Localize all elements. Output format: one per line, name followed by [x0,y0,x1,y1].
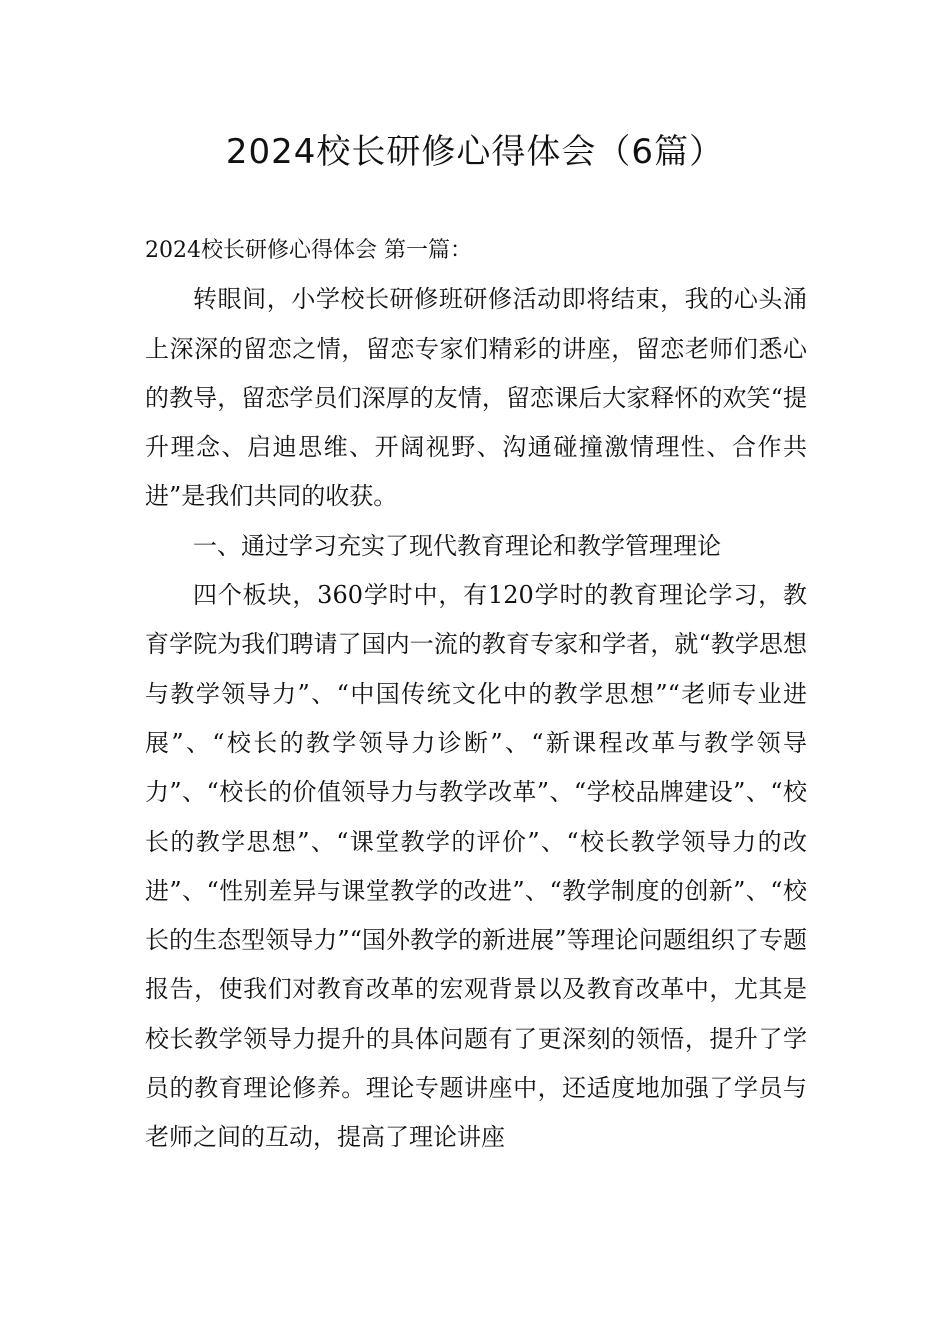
document-title: 2024校长研修心得体会（6篇） [225,132,725,172]
section-heading: 2024校长研修心得体会 第一篇： [145,238,472,263]
document-body [145,226,807,1163]
paragraph-intro: 转眼间，小学校长研修班研修活动即将结束，我的心头涌上深深的留恋之情，留恋专家们精彩的讲座，留恋老师们悉心的教导，留恋学员们深厚的友情，留恋课后大家释怀的欢笑“提升理念、启迪思维、开阔视野、沟通碰撞激情理性、合作共进”是我们共同的收获。 [145,285,807,511]
subheading-theory: 一、通过学习充实了现代教育理论和教学管理理论 [193,531,721,560]
paragraph-theory: 四个板块，360学时中，有120学时的教育理论学习，教育学院为我们聘请了国内一流的教育专家和学者，就“教学思想与教学领导力”、“中国传统文化中的教学思想”“老师专业进展”、“校长的教学领导力诊断”、“新课程改革与教学领导力”、“校长的价值领导力与教学改革”、“学校品牌建设”、“校长的教学思想”、“课堂教学的评价”、“校长教学领导力的改进”、“性别差异与课堂教学的改进”、“教学制度的创新”、“校长的生态型领导力”“国外教学的新进展”等理论问题组织了专题报告，使我们对教育改革的宏观背景以及教育改革中，尤其是校长教学领导力提升的具体问题有了更深刻的领悟，提升了学员的教育理论修养。理论专题讲座中，还适度地加强了学员与老师之间的互动，提高了理论讲座 [145,581,807,1152]
